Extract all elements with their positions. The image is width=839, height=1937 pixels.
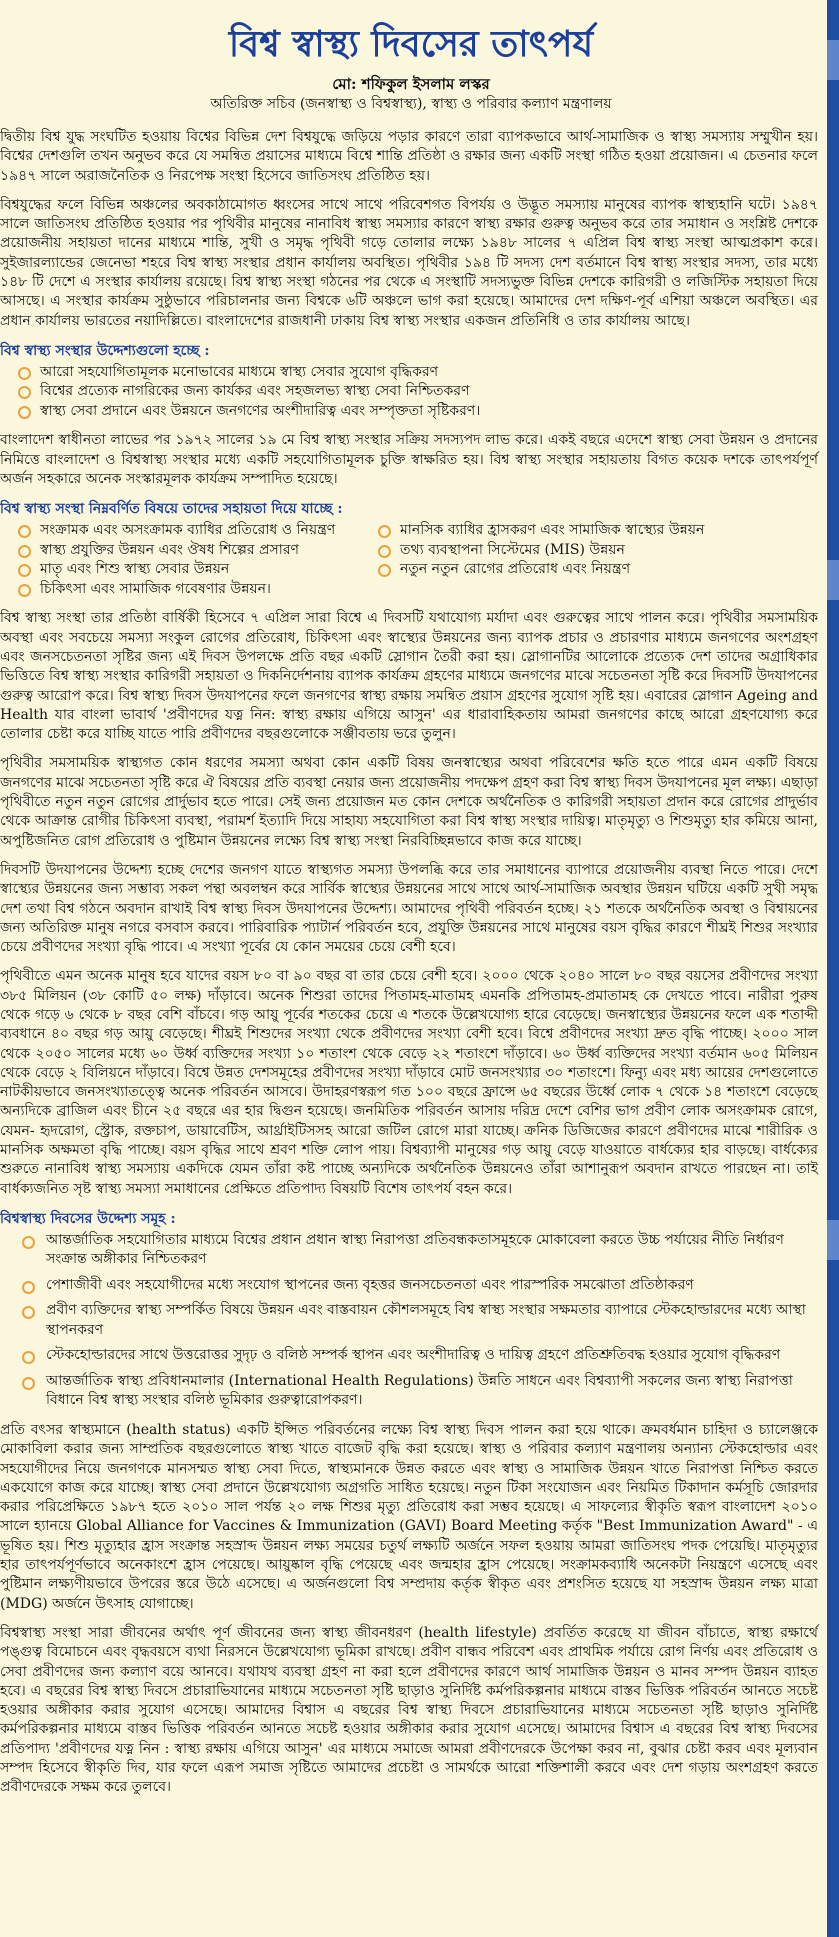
list-item: আন্তর্জাতিক সহযোগিতার মাধ্যমে বিশ্বের প্রধান প্রধান স্বাস্থ্য নিরাপত্তা প্রতিবন্ধকতাসমূহকে মোকাবেলা করতে উচ্চ পর্যায়ের নীতি নির্ধারণ সংক্রান্ত অঙ্গীকার নিশ্চিতকরণ xyxy=(18,1231,822,1270)
list-item: নতুন নতুন রোগের প্রতিরোধ এবং নিয়ন্ত্রণ xyxy=(378,560,838,580)
paragraph-4: বিশ্ব স্বাস্থ্য সংস্থা তার প্রতিষ্ঠা বার্ষিকী হিসেবে ৭ এপ্রিল সারা বিশ্বে এ দিবসটি যথাযোগ্য মর্যাদা এবং গুরুত্বের সাথে পালন করে। পৃথিবীর সমসাময়িক অবস্থা এবং সবচেয়ে সমস্যা সংকুল রোগের প্রতিরোধ, চিকিৎসা এবং স্বাস্থ্যের উন্নয়নের জন্য ব্যাপক প্রচার ও প্রচারণার মাধ্যমে জনগণের অংশগ্রহণ এবং জনসচেতনতা সৃষ্টির জন্য এই দিবস উপলক্ষে প্রতি বছর একটি স্লোগান তৈরী করা হয়। স্লোগানটির আলোকে প্রত্যেক দেশ তাদের অগ্রাধিকার ভিত্তিতে বিশ্ব স্বাস্থ্য সংস্থার কারিগরী সহায়তা ও দিকনির্দেশনায় ব্যাপক কার্যক্রম গ্রহণের মাধ্যমে জনগণের মাঝে সচেতনতা সৃষ্টি করে দিবসটি উদযাপনের গুরুত্ব আরোপ করে। বিশ্ব স্বাস্থ্য দিবস উদযাপনের ফলে জনগণের স্বাস্থ্য রক্ষায় সমন্বিত প্রয়াস গ্রহণের সুযোগ সৃষ্টি হয়। এবারের স্লোগান Ageing and Health যার বাংলা ভাবার্থ 'প্রবীণদের যত্ন নিন: স্বাস্থ্য রক্ষায় এগিয়ে আসুন' এর ধারাবাহিকতায় আমরা জনগণের কাছে আরো গ্রহণযোগ্য করে তোলার চেষ্টা করে যাচ্ছি যাতে পারি প্রবীণদের বছরগুলোকে সঞ্জীবতায় ভরে তুলুন। xyxy=(0,610,818,743)
list-item: বিশ্বের প্রত্যেক নাগরিকের জন্য কার্যকর এবং সহজলভ্য স্বাস্থ্য সেবা নিশ্চিতকরণ xyxy=(18,382,822,402)
list-item: তথ্য ব্যবস্থাপনা সিস্টেমের (MIS) উন্নয়ন xyxy=(378,541,838,561)
paragraph-1: দ্বিতীয় বিশ্ব যুদ্ধ সংঘটিত হওয়ায় বিশ্বের বিভিন্ন দেশ বিশ্বযুদ্ধে জড়িয়ে পড়ার কারণে তারা ব্যাপকভাবে আর্থ-সামাজিক ও স্বাস্থ্য সমস্যায় সম্মুখীন হয়। বিশ্বের দেশগুলি তখন অনুভব করে যে সমন্বিত প্রয়াসের মাধ্যমে বিশ্বে শান্তি প্রতিষ্ঠা ও রক্ষার জন্য একটি সংস্থা গঠিত হওয়া প্রয়োজন। এ চেতনার ফলে ১৯৪৭ সালে অরাজনৈতিক ও নিরপেক্ষ সংস্থা হিসেবে জাতিসংঘ প্রতিষ্ঠিত হয়। xyxy=(0,129,818,184)
bullet-ring-icon xyxy=(18,525,31,538)
bullet-ring-icon xyxy=(378,525,391,538)
bullet-ring-icon xyxy=(18,584,31,597)
paragraph-9: বিশ্বস্বাস্থ্য সংস্থা সারা জীবনের অর্থাৎ পূর্ণ জীবনের জন্য স্বাস্থ্য জীবনধরণ (health lifestyle) প্রবর্তিত করেছে যা জীবন বাঁচাতে, স্বাস্থ্য রক্ষার্থে পঙ্গুত্ব বিমোচনে এবং বৃদ্ধবয়সে ব্যথা নিরসনে উল্লেখযোগ্য ভূমিকা রাখছে। প্রবীণ বান্ধব পরিবেশ এবং প্রাথমিক পর্যায়ে রোগ নির্ণয় এবং প্রতিরোধ ও সেবা প্রবীণদের জন্য কল্যাণ বয়ে আনবে। যথাযথ ব্যবস্থা গ্রহণ না করা হলে প্রবীণদের কারণে আর্থ সামাজিক উন্নয়ন ও মানব সম্পদ উন্নয়ন ব্যাহত হবে। এ বছরের বিশ্ব স্বাস্থ্য দিবসে প্রচারাভিযানের মাধ্যমে সচেতনতা সৃষ্টি ছাড়াও সুনির্দিষ্ট কর্মপরিকল্পনার মাধ্যমে বাস্তব ভিত্তিক পরিবর্তন আনতে সচেষ্ট হওয়ার অঙ্গীকার করার সুযোগ এসেছে। আমাদের বিশ্বাস এ বছরের বিশ্ব স্বাস্থ্য দিবসে প্রচারাভিযানের মাধ্যমে সচেতনতা সৃষ্টি ছাড়াও সুনির্দিষ্ট কর্মপরিকল্পনার মাধ্যমে বাস্তব ভিত্তিক পরিবর্তন আনতে সচেষ্ট হওয়ার অঙ্গীকার করার সুযোগ এসেছে। আমাদের বিশ্বাস এ বছরের বিশ্ব স্বাস্থ্য দিবসের প্রতিপাদ্য 'প্রবীণদের যত্ন নিন : স্বাস্থ্য রক্ষায় এগিয়ে আসুন' এর মাধ্যমে সমাজে আমরা প্রবীণদেরকে উপেক্ষা করব না, বুঝার চেষ্টা করব এবং মূল্যবান সম্পদ হিসেবে স্বীকৃতি দিব, যার ফলে এরূপ সমাজ সৃষ্টিতে আমাদের প্রচেষ্টা ও সামর্থকে আরো শক্তিশালী করবে এবং দেশ গড়ায় অংশগ্রহণ করতে প্রবীণদেরকে সক্ষম করে তুলবে। xyxy=(0,1624,818,1796)
bullet-ring-icon xyxy=(18,564,31,577)
who-objectives-list xyxy=(0,363,822,422)
author-designation: অতিরিক্ত সচিব (জনস্বাস্থ্য ও বিশ্বস্বাস্থ্য), স্বাস্থ্য ও পরিবার কল্যাণ মন্ত্রণালয় xyxy=(210,96,612,112)
bullet-ring-icon xyxy=(22,1351,35,1364)
who-objectives-heading: বিশ্ব স্বাস্থ্য সংস্থার উদ্দেশ্যগুলো হচ্ছে : xyxy=(0,342,210,359)
paragraph-2: বিশ্বযুদ্ধের ফলে বিভিন্ন অঞ্চলের অবকাঠামোগত ধ্বংসের সাথে সাথে পরিবেশগত বিপর্যয় ও উদ্ভূত সমস্যায় মানুষের ব্যাপক স্বাস্থ্যহানি ঘটে। ১৯৪৭ সালে জাতিসংঘ প্রতিষ্ঠিত হওয়ার পর পৃথিবীর মানুষের নানাবিধ স্বাস্থ্য সমস্যার কারণে স্বাস্থ্য রক্ষার গুরুত্ব অনুভব করে তার সমাধান ও সংশ্লিষ্ট দেশকে প্রয়োজনীয় সহায়তা দানের মাধ্যমে শান্তি, সুখী ও সমৃদ্ধ পৃথিবী গড়ে তোলার লক্ষ্যে ১৯৪৮ সালের ৭ এপ্রিল বিশ্ব স্বাস্থ্য সংস্থা আত্মপ্রকাশ করে। সুইজারল্যান্ডের জেনেভা শহরে বিশ্ব স্বাস্থ্য সংস্থার প্রধান কার্যালয় অবস্থিত। পৃথিবীর ১৯৪ টি সদস্য দেশ বর্তমানে বিশ্ব স্বাস্থ্য সংস্থার সদস্য, তার মধ্যে ১৪৮ টি দেশে এ সংস্থার কার্যালয় রয়েছে। বিশ্ব স্বাস্থ্য সংস্থা গঠনের পর থেকে এ সংস্থাটি সদস্যভুক্ত বিভিন্ন দেশকে কারিগরী ও লজিস্টিক সহায়তা দিয়ে আসছে। এ সংস্থার কার্যক্রম সুষ্ঠুভাবে পরিচালনার জন্য বিশ্বকে ৬টি অঞ্চলে ভাগ করা হয়েছে। আমাদের দেশ দক্ষিণ-পূর্ব এশিয়া অঞ্চলে অবস্থিত। এর প্রধান কার্যালয় ভারতের নয়াদিল্লিতে। বাংলাদেশের রাজধানী ঢাকায় বিশ্ব স্বাস্থ্য সংস্থার একজন প্রতিনিধি ও তার কার্যালয় আছে। xyxy=(0,196,818,329)
list-item: মাতৃ এবং শিশু স্বাস্থ্য সেবার উন্নয়ন xyxy=(18,560,378,580)
bullet-ring-icon xyxy=(18,406,31,419)
list-item: স্বাস্থ্য সেবা প্রদানে এবং উন্নয়নে জনগণের অংশীদারিত্ব এবং সম্পৃক্ততা সৃষ্টিকরণ। xyxy=(18,402,822,422)
bullet-ring-icon xyxy=(378,564,391,577)
article-title: বিশ্ব স্বাস্থ্য দিবসের তাৎপর্য xyxy=(228,23,594,65)
bullet-ring-icon xyxy=(22,1377,35,1390)
paragraph-8: প্রতি বৎসর স্বাস্থ্যমানে (health status) একটি ইপ্সিত পরিবর্তনের লক্ষ্যে বিশ্ব স্বাস্থ্য দিবস পালন করা হয়ে থাকে। ক্রমবর্ধমান চাহিদা ও চ্যালেঞ্জকে মোকাবিলা করার জন্য সাম্প্রতিক বছরগুলোতে স্বাস্থ্য খাতে বাজেট বৃদ্ধি করা হয়েছে। স্বাস্থ্য ও পরিবার কল্যাণ মন্ত্রণালয় অন্যান্য স্টেকহোল্ডার এবং সহযোগীদের নিয়ে জনগণকে মানসম্মত স্বাস্থ্য সেবা দিতে, স্বাস্থ্যমানকে উন্নত করতে এবং স্বাস্থ্য ও সামাজিক উন্নয়ন খাতে নিরাপত্তা নিশ্চিত করতে একযোগে কাজ করে যাচ্ছে। স্বাস্থ্য সেবা প্রদানে উল্লেখযোগ্য অগ্রগতি সাধিত হয়েছে। নতুন টিকা সংযোজন এবং নিয়মিত টিকাদান কর্মসূচি জোরদার করার পরিপ্রেক্ষিতে ১৯৮৭ হতে ২০১০ সাল পর্যন্ত ২০ লক্ষ শিশুর মৃত্যু প্রতিরোধ করা সম্ভব হয়েছে। এ সাফল্যের স্বীকৃতি স্বরূপ বাংলাদেশ ২০১০ সালে হ্যানয়ে Global Alliance for Vaccines & Immunization (GAVI) Board Meeting কর্তৃক "Best Immunization Award" - এ ভূষিত হয়। শিশু মৃত্যুহার হ্রাস সংক্রান্ত সহস্রাব্দ উন্নয়ন লক্ষ্য সময়ের চতুর্থ লক্ষ্যটি অর্জনে সফল হওয়ায় আমরা জাতিসংঘ পদক পেয়েছি। মাতৃমৃত্যুর হার তাৎপর্যপূর্ণভাবে অনেকাংশে হ্রাস পেয়েছে। আয়ুষ্কাল বৃদ্ধি পেয়েছে এবং জন্মহার হ্রাস পেয়েছে। সংক্রামকব্যাধি অনেকটা নিয়ন্ত্রণে এসেছে এবং পুষ্টিমান লক্ষ্যণীয়ভাবে উপরের স্তরে উঠে এসেছে। এ অর্জনগুলো বিশ্ব সম্প্রদায় কর্তৃক স্বীকৃত এবং প্রশংসিত হয়েছে যা সহস্রাব্দ উন্নয়ন লক্ষ্য মাত্রা (MDG) অর্জনে উৎসাহ যোগাচ্ছে। xyxy=(0,1421,818,1612)
list-item: স্টেকহোল্ডারদের সাথে উত্তরোত্তর সুদৃঢ় ও বলিষ্ঠ সম্পর্ক স্থাপন এবং অংশীদারিত্ব ও দায়িত্ব গ্রহণে প্রতিশ্রুতিবদ্ধ হওয়ার সুযোগ বৃদ্ধিকরণ xyxy=(18,1346,822,1366)
bullet-ring-icon xyxy=(22,1281,35,1294)
paragraph-3: বাংলাদেশ স্বাধীনতা লাভের পর ১৯৭২ সালের ১৯ মে বিশ্ব স্বাস্থ্য সংস্থার সক্রিয় সদস্যপদ লাভ করে। একই বছরে এদেশে স্বাস্থ্য সেবা উন্নয়ন ও প্রদানের নিমিত্তে বাংলাদেশ ও বিশ্বস্বাস্থ্য সংস্থার মধ্যে একটি সহযোগিতামূলক চুক্তি স্বাক্ষরিত হয়। বিশ্ব স্বাস্থ্য সংস্থার সহায়তায় বিগত কয়েক দশকে তাৎপর্যপূর্ণ অর্জন সহকারে অনেক সংস্কারমূলক কার্যক্রম সম্পাদিত হয়েছে। xyxy=(0,432,818,488)
list-item: সংক্রামক এবং অসংক্রামক ব্যাধির প্রতিরোধ ও নিয়ন্ত্রণ xyxy=(18,521,378,541)
list-item: স্বাস্থ্য প্রযুক্তির উন্নয়ন এবং ঔষধ শিল্পের প্রসারণ xyxy=(18,541,378,561)
list-item: আন্তর্জাতিক স্বাস্থ্য প্রবিধানমালার (International Health Regulations) উন্নতি সাধনে এবং বিশ্বব্যাপী সকলের জন্য স্বাস্থ্য নিরাপত্তা বিধানে বিশ্ব স্বাস্থ্য সংস্থার বলিষ্ঠ ভূমিকার গুরুত্বারোপকরণ। xyxy=(18,1372,822,1411)
list-item: আরো সহযোগিতামূলক মনোভাবের মাধ্যমে স্বাস্থ্য সেবার সুযোগ বৃদ্ধিকরণ xyxy=(18,363,822,383)
list-item: প্রবীণ ব্যক্তিদের স্বাস্থ্য সম্পর্কিত বিষয়ে উন্নয়ন এবং বাস্তবায়ন কৌশলসমূহে বিশ্ব স্বাস্থ্য সংস্থার সক্ষমতার ব্যাপারে স্টেকহোল্ডারদের মধ্যে আস্থা স্থাপনকরণ xyxy=(18,1301,822,1340)
bullet-ring-icon xyxy=(18,386,31,399)
support-list-right xyxy=(378,521,838,599)
page-edge-strip xyxy=(827,0,839,1937)
list-item: মানসিক ব্যাধির হ্রাসকরণ এবং সামাজিক স্বাস্থ্যের উন্নয়ন xyxy=(378,521,838,541)
bullet-ring-icon xyxy=(18,545,31,558)
who-support-heading: বিশ্ব স্বাস্থ্য সংস্থা নিম্নবর্ণিত বিষয়ে তাদের সহায়তা দিয়ে যাচ্ছে : xyxy=(0,501,343,518)
author-name: মো: শফিকুল ইসলাম লস্কর xyxy=(332,75,490,93)
paragraph-7: পৃথিবীতে এমন অনেক মানুষ হবে যাদের বয়স ৮০ বা ৯০ বছর বা তার চেয়ে বেশী হবে। ২০০০ থেকে ২০৪০ সালে ৮০ বছর বয়সের প্রবীণদের সংখ্যা ৩৮৫ মিলিয়ন (৩৮ কোটি ৫০ লক্ষ) দাঁড়াবে। অনেক শিশুরা তাদের পিতামহ-মাতামহ এমনকি প্রপিতামহ-প্রমাতামহ কে দেখতে পাবে। নারীরা পুরুষ থেকে গড়ে ৬ থেকে ৮ বছর বেশি বাঁচবে। গড় আয়ু পূর্বের শতকের চেয়ে এ শতকে উল্লেখযোগ্য হারে বেড়েছে। জনস্বাস্থ্যের উন্নয়নের ফলে এক শতাব্দী ব্যবধানে ৪০ বছর গড় আয়ু বেড়েছে। শীঘ্রই শিশুদের সংখ্যা থেকে প্রবীণদের সংখ্যা বেশী হবে। বিশ্বে প্রবীণদের সংখ্যা দ্রুত বৃদ্ধি পাচ্ছে। ২০০০ সাল থেকে ২০৫০ সালের মধ্যে ৬০ উর্ধ্ব ব্যক্তিদের সংখ্যা ১০ শতাংশ থেকে বেড়ে ২২ শতাংশে দাঁড়াবে। ৬০ উর্ধ্ব ব্যক্তিদের সংখ্যা বর্তমান ৬০৫ মিলিয়ন থেকে বেড়ে ২ বিলিয়নে দাঁড়াবে। বিশ্বে উন্নত দেশসমূহের প্রবীণদের সংখ্যা দাঁড়াবে মোট জনসংখ্যার ৩০ শতাংশে। ফিন্যু এবং মধ্য আয়ের দেশগুলোতে নাটকীয়ভাবে জনসংখ্যাতত্ত্বে অনেক পরিবর্তন আসবে। উদাহরণস্বরূপ গত ১০০ বছরে ফ্রান্সে ৬৫ বছরের উর্ধ্বে লোক ৭ থেকে ১৪ শতাংশে বেড়েছে অন্যদিকে ব্রাজিল এবং চীনে ২৫ বছরে এর হার দ্বিগুন হয়েছে। জনমিতিক পরিবর্তন আসায় দরিদ্র দেশে বেশির ভাগ প্রবীণ লোক অসংক্রামক রোগে, যেমন- হৃদরোগ, স্ট্রোক, রক্তচাপ, ডায়াবেটিস, আর্থ্রাইটিসসহ আরো জটিল রোগে মারা যাচ্ছে। ক্রনিক ডিজিজের কারণে প্রবীণদের মাঝে শারীরিক ও মানসিক অক্ষমতা বৃদ্ধি পাচ্ছে। বয়স বৃদ্ধির সাথে শ্রবণ শক্তি লোপ পায়। বিশ্বব্যাপী মানুষের গড় আয়ু বেড়ে যাওয়াতে বার্ধক্যের হার বাড়ছে। বার্ধক্যের শুরুতে নানাবিধ স্বাস্থ্য সমস্যায় একদিকে যেমন তাঁরা কষ্ট পাচ্ছে অন্যদিকে অর্থনৈতিক উন্নয়নেও তাঁরা আশানুরূপ অবদান রাখতে পারছেন না। তাই বার্ধক্যজনিত সৃষ্ট স্বাস্থ্য সমস্যা সমাধানের প্রেক্ষিতে প্রতিপাদ্য বিষয়টি বিশেষ তাৎপর্য বহন করে। xyxy=(0,968,818,1197)
who-support-list xyxy=(0,521,822,599)
day-objectives-list xyxy=(0,1231,822,1411)
bullet-ring-icon xyxy=(378,545,391,558)
day-objectives-heading: বিশ্বস্বাস্থ্য দিবসের উদ্দেশ্য সমূহ : xyxy=(0,1210,176,1227)
bullet-ring-icon xyxy=(22,1236,35,1249)
list-item: চিকিৎসা এবং সামাজিক গবেষণার উন্নয়ন। xyxy=(18,580,378,600)
paragraph-5: পৃথিবীর সমসাময়িক স্বাস্থ্যগত কোন ধরণের সমস্যা অথবা কোন একটি বিষয় জনস্বাস্থ্যের অথবা পরিবেশের ক্ষতি হতে পারে এমন একটি বিষয়ে জনগণের মাঝে সচেতনতা সৃষ্টি করে ঐ বিষয়ের প্রতি ব্যবস্থা নেয়ার জন্য প্রয়োজনীয় পদক্ষেপ গ্রহণ করা বিশ্ব স্বাস্থ্য দিবস উদযাপনের মূল লক্ষ্য। এছাড়া পৃথিবীতে নতুন নতুন রোগের প্রার্দুভাব হতে পারে। সেই জন্য প্রয়োজন মত কোন দেশকে অর্থনৈতিক ও কারিগরী সহায়তা প্রদান করে রোগের প্রাদুর্ভাব থেকে আক্রান্ত রোগীর চিকিৎসা ব্যবস্থা, পরামর্শ ইত্যাদি দিয়ে সাহায্য সহযোগিতা করা বিশ্ব স্বাস্থ্য সংস্থার দায়িত্ব। মাতৃমৃত্যু ও শিশুমৃত্যু হার কমিয়ে আনা, অপুষ্টিজনিত রোগ প্রতিরোধ ও পুষ্টিমান উন্নয়নের লক্ষ্যে বিশ্ব স্বাস্থ্য সংস্থা নিরবিচ্ছিন্নভাবে কাজ করে যাচ্ছে। xyxy=(0,755,818,849)
paragraph-6: দিবসটি উদযাপনের উদ্দেশ্য হচ্ছে দেশের জনগণ যাতে স্বাস্থ্যগত সমস্যা উপলব্ধি করে তার সমাধানের ব্যাপারে প্রয়োজনীয় ব্যবস্থা নিতে পারে। দেশে স্বাস্থ্যের উন্নয়নের জন্য সম্ভাব্য সকল পন্থা অবলম্বন করে সার্বিক স্বাস্থ্যের উন্নয়নের সাথে সাথে আর্থ-সামাজিক অবস্থার উন্নয়ন ঘটিয়ে একটি সুখী সমৃদ্ধ দেশ তথা বিশ্ব গঠনে অবদান রাখাই বিশ্ব স্বাস্থ্য দিবস উদযাপনের উদ্দেশ্য। আমাদের পৃথিবী পরিবর্তন হচ্ছে। ২১ শতকে অর্থনৈতিক অবস্থা ও বিশ্বায়নের জন্য অতিরিক্ত মানুষ নগরে বসবাস করবে। পারিবারিক প্যাটার্ন পরিবর্তন হবে, প্রযুক্তি উন্নয়নের সাথে মানুষের বয়স বৃদ্ধির কারণে শীঘ্রই শিশুর সংখ্যার চেয়ে প্রবীণদের সংখ্যা বৃদ্ধি পাবে। এ সংখ্যা পূর্বের যে কোন সময়ের চেয়ে বেশী হবে। xyxy=(0,861,818,956)
bullet-ring-icon xyxy=(22,1306,35,1319)
list-item: পেশাজীবী এবং সহযোগীদের মধ্যে সংযোগ স্থাপনের জন্য বৃহত্তর জনসচেতনতা এবং পারস্পরিক সমঝোতা প্রতিষ্ঠাকরণ xyxy=(18,1276,822,1296)
bullet-ring-icon xyxy=(18,367,31,380)
support-list-left xyxy=(18,521,378,599)
